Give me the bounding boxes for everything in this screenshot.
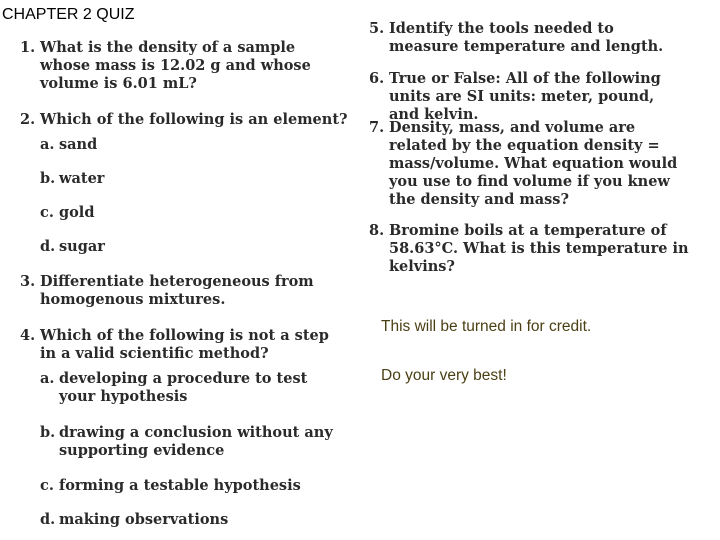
question-text: True or False: All of the following units are SI units: meter, pound, and kelvin. <box>389 70 661 123</box>
option-text: sugar <box>59 238 105 255</box>
option-letter: b. <box>40 170 56 187</box>
option-text: gold <box>59 204 95 221</box>
question-8 <box>369 222 714 276</box>
option-letter: c. <box>40 477 54 494</box>
option-text: making observations <box>59 511 229 528</box>
question-text: Bromine boils at a temperature of 58.63°C. What is this temperature in kelvins? <box>389 222 689 275</box>
credit-note: This will be turned in for credit. <box>381 318 592 335</box>
question-text: Density, mass, and volume are related by the equation density = mass/volume. What equation would you use to find volume if you knew the density and mass? <box>389 119 678 208</box>
option-text: sand <box>59 136 98 153</box>
question-number: 4. <box>20 327 36 344</box>
question-text: Which of the following is not a step in a valid scientific method? <box>40 327 329 362</box>
question-number: 6. <box>369 70 385 87</box>
option-letter: d. <box>40 511 56 528</box>
option-text: water <box>59 170 105 187</box>
question-number: 3. <box>20 273 36 290</box>
question-text: Differentiate heterogeneous from homogenous mixtures. <box>40 273 314 308</box>
option-4b <box>40 424 345 460</box>
question-number: 1. <box>20 39 36 56</box>
question-number: 5. <box>369 20 385 37</box>
option-letter: c. <box>40 204 54 221</box>
encouragement-note: Do your very best! <box>381 367 507 384</box>
question-3 <box>20 273 330 309</box>
option-letter: d. <box>40 238 56 255</box>
option-4a <box>40 370 345 406</box>
option-text: drawing a conclusion without any supporting evidence <box>59 424 333 459</box>
option-4d <box>40 511 345 529</box>
question-text: Which of the following is an element? <box>40 111 348 128</box>
option-2b <box>40 170 340 188</box>
option-letter: a. <box>40 136 55 153</box>
option-letter: a. <box>40 370 55 387</box>
question-2 <box>20 111 350 129</box>
question-1 <box>20 39 350 93</box>
question-5 <box>369 20 669 56</box>
option-letter: b. <box>40 424 56 441</box>
question-text: What is the density of a sample whose mass is 12.02 g and whose volume is 6.01 mL? <box>40 39 311 92</box>
question-number: 7. <box>369 119 385 136</box>
question-6 <box>369 70 689 124</box>
option-4c <box>40 477 345 495</box>
option-text: developing a procedure to test your hypothesis <box>59 370 308 405</box>
option-2a <box>40 136 340 154</box>
question-number: 2. <box>20 111 36 128</box>
option-2d <box>40 238 340 256</box>
option-text: forming a testable hypothesis <box>59 477 301 494</box>
question-7 <box>369 119 689 209</box>
question-text: Identify the tools needed to measure temperature and length. <box>389 20 664 55</box>
option-2c <box>40 204 340 222</box>
question-number: 8. <box>369 222 385 239</box>
question-4 <box>20 327 340 363</box>
quiz-title: CHAPTER 2 QUIZ <box>2 6 135 23</box>
